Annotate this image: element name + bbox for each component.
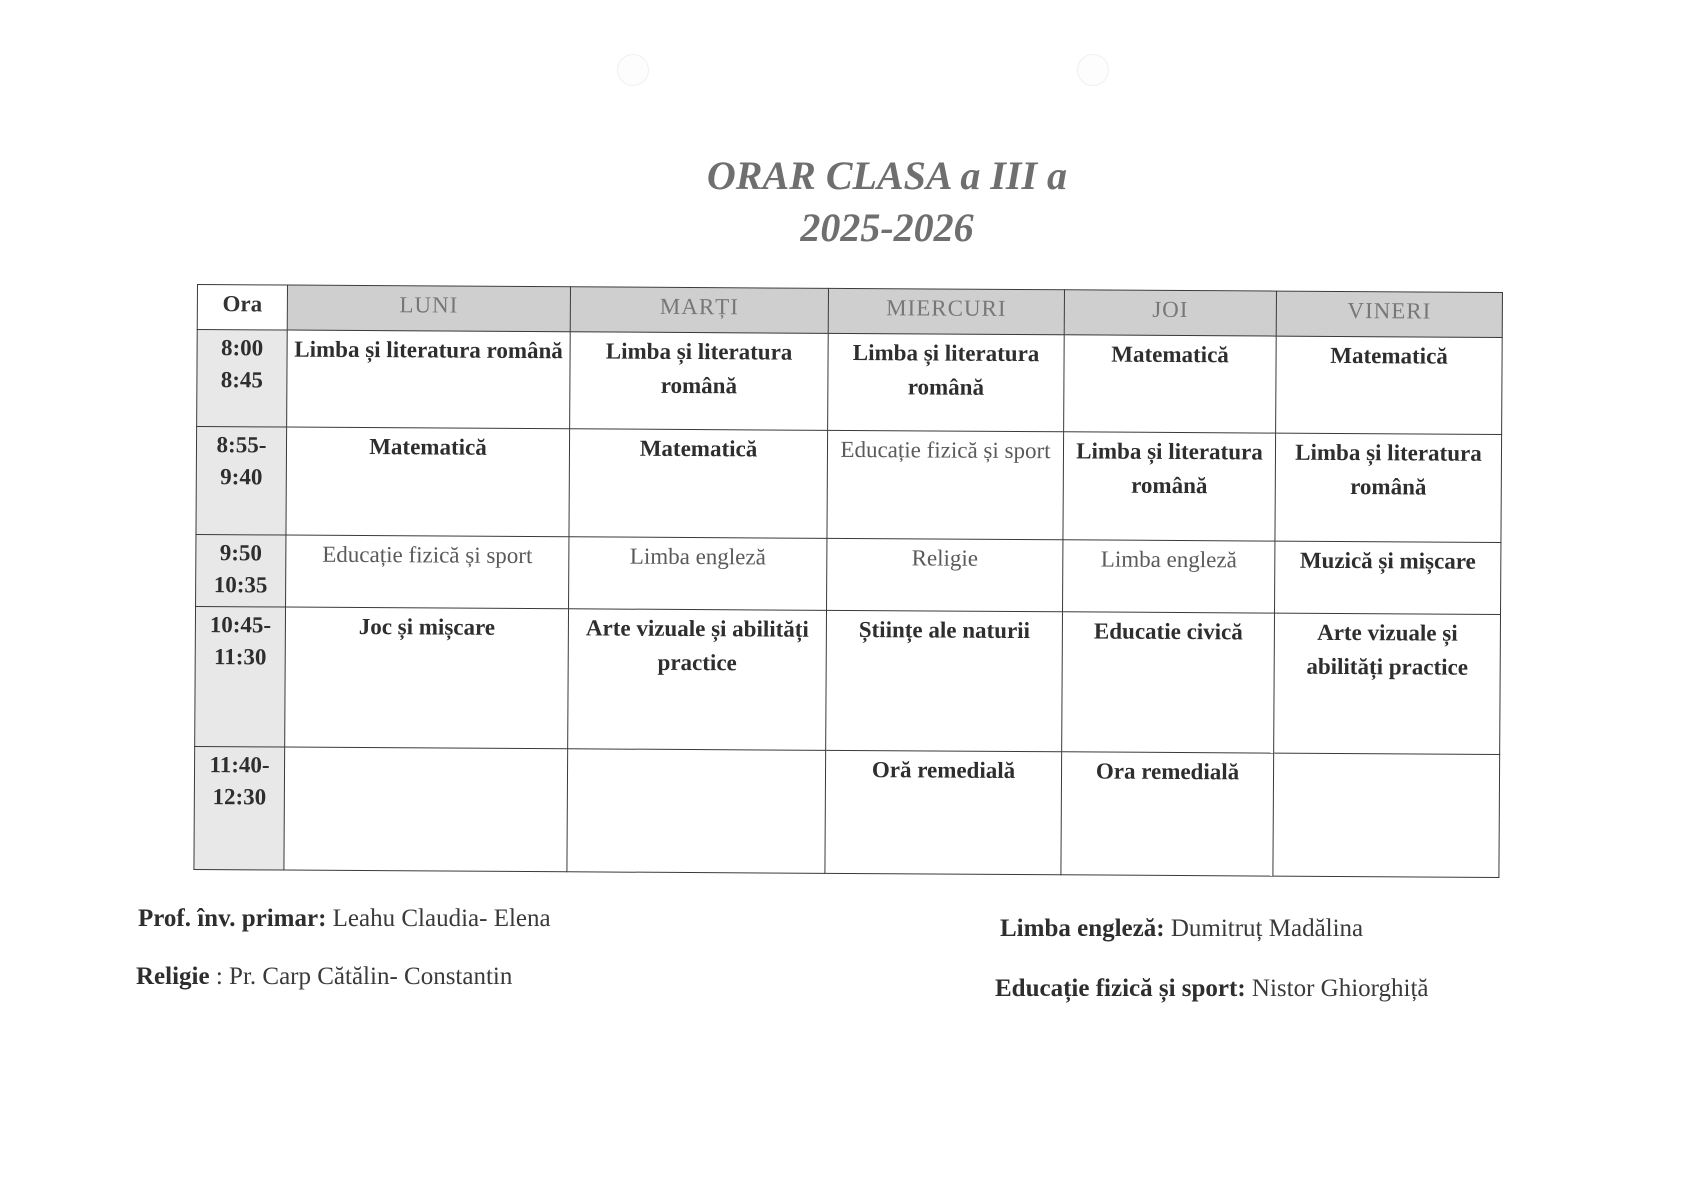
- header-day-joi: JOI: [1064, 290, 1276, 336]
- subject-cell: Educație fizică și sport: [286, 535, 569, 608]
- footer-teacher-religion: [136, 963, 512, 991]
- teacher-primary-name: Leahu Claudia- Elena: [332, 905, 551, 932]
- subject-cell: Arte vizuale și abilități practice: [568, 608, 827, 750]
- document-title-block: [0, 150, 1684, 254]
- time-end: 9:40: [220, 464, 263, 490]
- document-title: ORAR CLASA a III a: [706, 153, 1068, 198]
- header-day-miercuri: MIERCURI: [828, 288, 1064, 334]
- time-cell: [196, 427, 287, 535]
- timetable-container: [193, 284, 1502, 878]
- footer-teacher-primary: [138, 905, 551, 933]
- table-row: [197, 330, 1503, 435]
- subject-cell: Limba și literatura română: [828, 333, 1065, 432]
- header-row: [197, 285, 1502, 338]
- subject-cell: Matematică: [1064, 335, 1277, 434]
- subject-cell: Educație fizică și sport: [827, 431, 1064, 540]
- subject-cell: Științe ale naturii: [826, 610, 1063, 752]
- footer-teacher-pe: [995, 975, 1429, 1003]
- subject-cell: Limba engleză: [569, 537, 827, 610]
- subject-cell: Limba engleză: [1063, 540, 1275, 613]
- time-cell: [196, 534, 286, 606]
- table-row: [196, 427, 1502, 543]
- subject-cell: Limba și literatura română: [1063, 432, 1276, 541]
- subject-cell: Limba și literatura română: [570, 332, 829, 431]
- subject-cell: Arte vizuale și abilități practice: [1274, 613, 1501, 755]
- subject-cell: Limba și literatura română: [1275, 433, 1502, 542]
- teacher-primary-label: Prof. înv. primar:: [138, 905, 327, 932]
- time-start: 8:55-: [216, 432, 267, 458]
- header-day-luni: LUNI: [287, 285, 570, 332]
- time-end: 10:35: [213, 572, 268, 598]
- school-year: 2025-2026: [800, 205, 974, 250]
- time-cell: [195, 606, 286, 747]
- subject-cell: Educatie civică: [1062, 611, 1275, 753]
- time-cell: [194, 746, 285, 870]
- header-day-vineri: VINERI: [1276, 291, 1502, 337]
- subject-cell: Matematică: [1276, 336, 1503, 435]
- teacher-english-label: Limba engleză:: [1000, 915, 1165, 942]
- teacher-religion-name: : Pr. Carp Cătălin- Constantin: [215, 963, 513, 990]
- footer-teacher-english: [1000, 915, 1363, 943]
- subject-cell: Ora remedială: [1061, 752, 1274, 876]
- punch-hole-right: [1077, 54, 1109, 86]
- subject-cell: Joc și mișcare: [285, 607, 569, 749]
- header-ora: Ora: [197, 285, 287, 331]
- subject-cell: Matematică: [286, 427, 570, 536]
- subject-cell: [284, 747, 568, 872]
- subject-cell: [567, 749, 826, 874]
- subject-cell: [1273, 753, 1500, 877]
- time-cell: [197, 330, 288, 428]
- teacher-pe-name: Nistor Ghiorghiță: [1251, 975, 1429, 1002]
- subject-cell: Religie: [827, 538, 1063, 611]
- time-start: 8:00: [220, 335, 264, 361]
- time-start: 11:40-: [209, 752, 270, 778]
- teacher-pe-label: Educație fizică și sport:: [995, 975, 1246, 1002]
- time-start: 9:50: [219, 540, 263, 566]
- teacher-english-name: Dumitruț Madălina: [1170, 915, 1364, 942]
- time-end: 12:30: [212, 784, 267, 810]
- time-start: 10:45-: [209, 611, 272, 638]
- subject-cell: Matematică: [569, 429, 828, 538]
- table-row: [194, 746, 1500, 877]
- teacher-religion-label: Religie: [136, 963, 210, 990]
- timetable: [193, 284, 1503, 878]
- table-row: [195, 606, 1501, 754]
- time-end: 11:30: [213, 643, 267, 670]
- subject-cell: Oră remedială: [825, 750, 1062, 874]
- subject-cell: Muzică și mișcare: [1275, 541, 1501, 614]
- subject-cell: Limba și literatura română: [287, 330, 571, 429]
- table-row: [196, 534, 1501, 614]
- time-end: 8:45: [220, 367, 264, 393]
- punch-hole-left: [617, 54, 649, 86]
- header-day-marti: MARȚI: [570, 287, 828, 334]
